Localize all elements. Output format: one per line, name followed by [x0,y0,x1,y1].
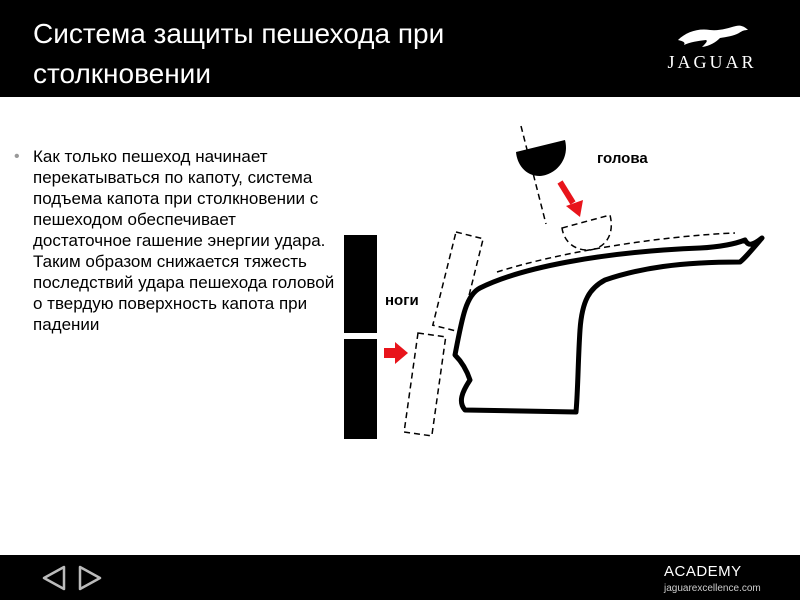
previous-slide-button[interactable] [40,565,68,596]
leaper-icon [676,22,750,52]
bullet-text: Как только пешеход начинает перекатываться по капоту, система подъема капота при столкновении с пешеходом обеспечивает достаточное гашение энергии удара. Таким образом снижается тяжесть последствий удара пешехода головой о твердую поверхность капота при падении [33,147,335,334]
legs-label: ноги [385,292,419,309]
next-slide-button[interactable] [76,565,104,596]
head-impact-shape [562,215,611,250]
pedestrian-torso [344,235,377,333]
head-label: голова [597,150,648,167]
leg-position-upper [433,232,483,332]
head-arrow-icon [560,182,583,217]
academy-label: ACADEMY [664,563,742,580]
site-link[interactable]: jaguarexcellence.com [664,583,761,594]
head-shape [516,140,566,176]
brand-wordmark: JAGUAR [667,52,757,72]
triangle-left-icon [40,565,68,591]
leg-position-lower [404,333,446,436]
jaguar-logo [662,20,762,75]
triangle-right-icon [76,565,104,591]
header-bar [0,0,800,97]
pedestrian-impact-diagram [330,115,770,450]
pedestrian-legs [344,339,377,439]
footer-bar [0,555,800,600]
car-front-outline [455,238,762,412]
bullet-icon: • [14,148,20,165]
slide-title: Система защиты пешехода при столкновении [33,18,445,89]
legs-arrow-icon [384,342,408,364]
